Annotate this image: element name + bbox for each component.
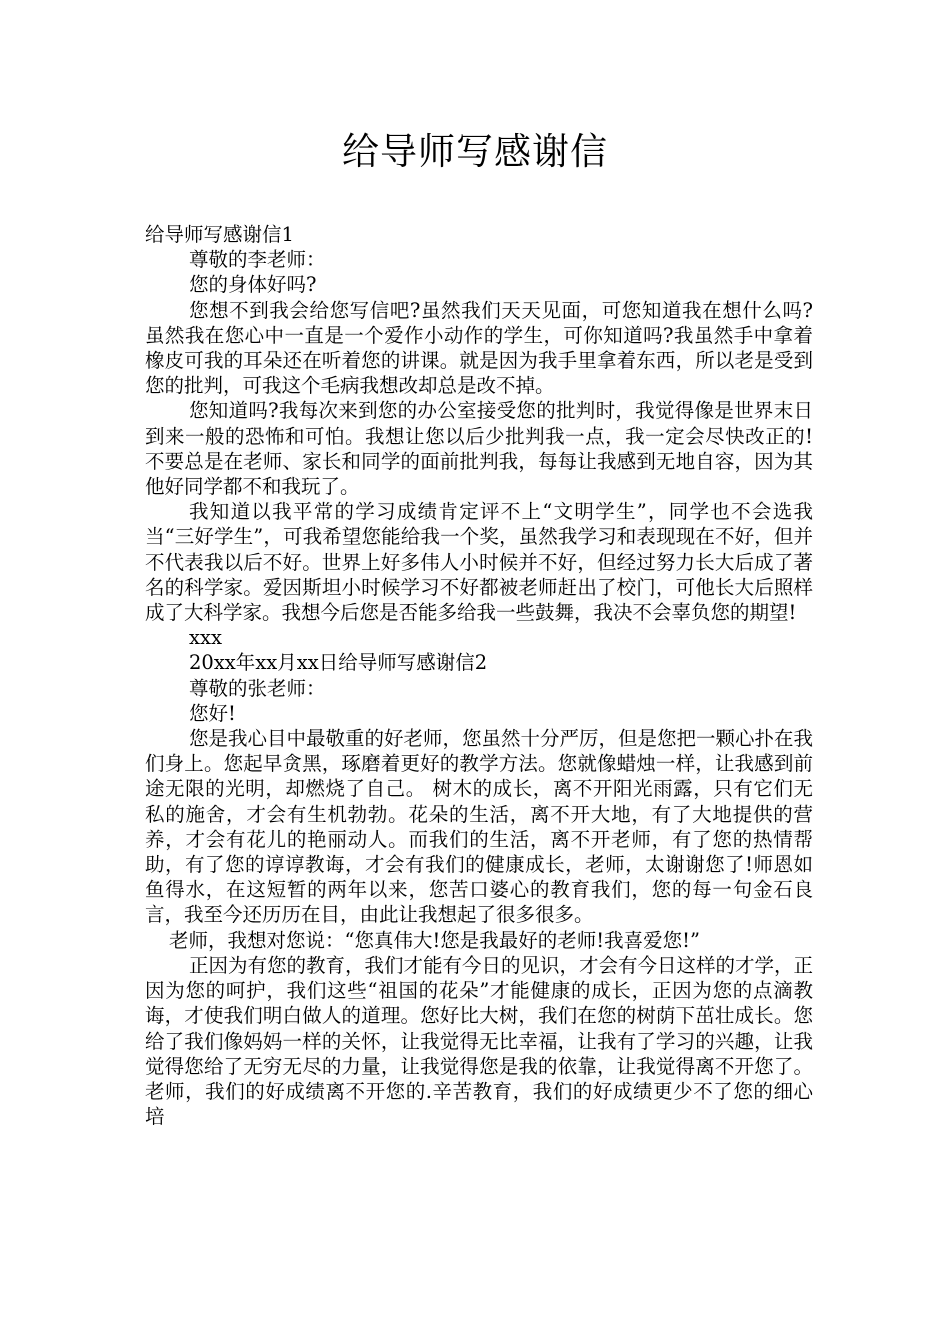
body-paragraph: 正因为有您的教育，我们才能有今日的见识，才会有今日这样的才学，正因为您的呵护，我们这些“祖国的花朵”才能健康的成长，正因为您的点滴教诲，才使我们明白做人的道理。您好比大树，我们在您的树荫下茁壮成长。您给了我们像妈妈一样的关怀，让我觉得无比幸福，让我有了学习的兴趣，让我觉得您给了无穷无尽的力量，让我觉得您是我的依靠，让我觉得离不开您了。老师，我们的好成绩离不开您的.辛苦教育，我们的好成绩更少不了您的细心培	[145, 953, 814, 1129]
body-paragraph: 您想不到我会给您写信吧?虽然我们天天见面，可您知道我在想什么吗?虽然我在您心中一直是一个爱作小动作的学生，可你知道吗?我虽然手中拿着橡皮可我的耳朵还在听着您的讲课。就是因为我手里拿着东西，所以老是受到您的批判，可我这个毛病我想改却总是改不掉。	[145, 298, 813, 398]
letter-heading: 给导师写感谢信1	[145, 223, 294, 246]
date-and-heading: 20xx年xx月xx日给导师写感谢信2	[189, 651, 488, 675]
body-paragraph: 我知道以我平常的学习成绩肯定评不上“文明学生”，同学也不会选我当“三好学生”，可我希望您能给我一个奖，虽然我学习和表现现在不好，但并不代表我以后不好。世界上好多伟人小时候并不好，但经过努力长大后成了著名的科学家。爱因斯坦小时候学习不好都被老师赶出了校门，可他长大后照样成了大科学家。我想今后您是否能多给我一些鼓舞，我决不会辜负您的期望!	[145, 500, 813, 625]
document-title: 给导师写感谢信	[342, 130, 608, 173]
signature: xxx	[189, 626, 222, 650]
body-paragraph: 老师，我想对您说：“您真伟大!您是我最好的老师!我喜爱您!”	[169, 928, 700, 952]
greeting: 您的身体好吗?	[189, 273, 317, 297]
greeting: 您好!	[189, 701, 236, 725]
salutation: 尊敬的张老师：	[189, 676, 326, 700]
body-paragraph: 您知道吗?我每次来到您的办公室接受您的批判时，我觉得像是世界末日到来一般的恐怖和可怕。我想让您以后少批判我一点，我一定会尽快改正的!不要总是在老师、家长和同学的面前批判我，每每让我感到无地自容，因为其他好同学都不和我玩了。	[145, 399, 813, 499]
document-body	[145, 222, 813, 1129]
body-paragraph: 您是我心目中最敬重的好老师，您虽然十分严厉，但是您把一颗心扑在我们身上。您起早贪黑，琢磨着更好的教学方法。您就像蜡烛一样，让我感到前途无限的光明，却燃烧了自己。 树木的成长，离不开阳光雨露，只有它们无私的施舍，才会有生机勃勃。花朵的生活，离不开大地，有了大地提供的营养，才会有花儿的艳丽动人。而我们的生活，离不开老师，有了您的热情帮助，有了您的谆谆教诲，才会有我们的健康成长，老师，太谢谢您了!师恩如鱼得水，在这短暂的两年以来，您苦口婆心的教育我们，您的每一句金石良言，我至今还历历在目，由此让我想起了很多很多。	[145, 727, 814, 927]
salutation: 尊敬的李老师：	[189, 248, 326, 272]
